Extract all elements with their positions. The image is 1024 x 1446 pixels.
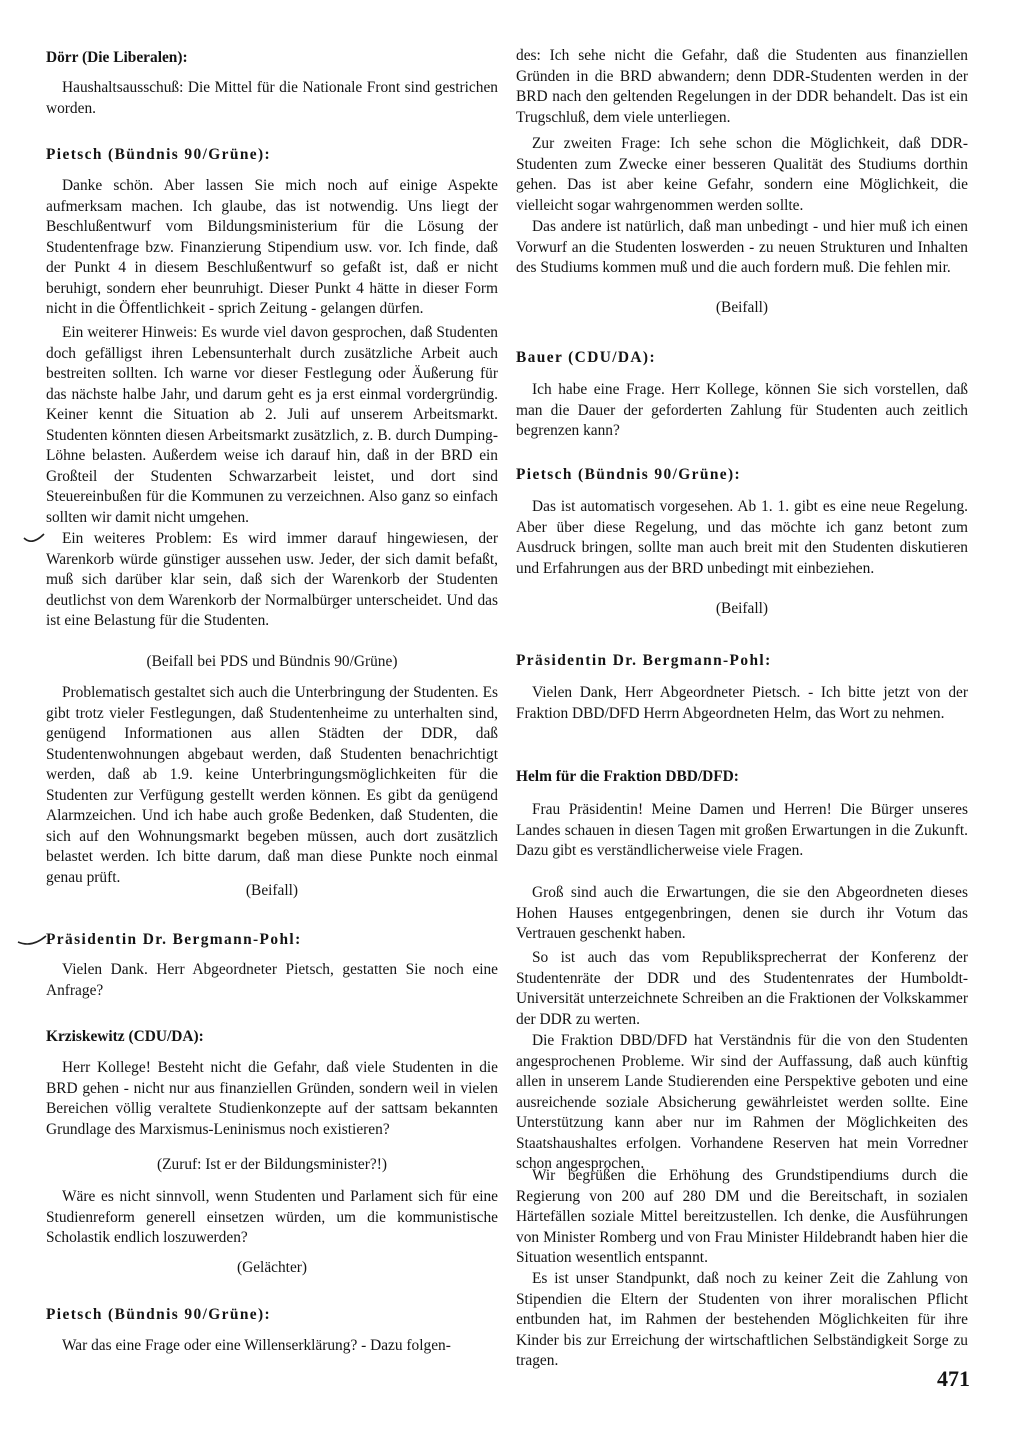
speaker-heading: Pietsch (Bündnis 90/Grüne):	[46, 146, 272, 163]
paragraph: War das eine Frage oder eine Willenserklärung? - Dazu folgen-	[62, 1337, 451, 1354]
paragraph: Problematisch gestaltet sich auch die Unterbringung der Studenten. Es gibt trotz vieler Festlegungen, daß Studentenheime zu unterhalten sind, genügend Informationen aus allen Städten der DDR, daß Studentenwohnungen abgebaut werden, daß Studenten benachrichtigt werden, daß ab 1.9. keine Unterbringungsmöglichkeiten für die Studenten zur Verfügung gestellt werden können. Es gibt da genügend Alarmzeichen. Und ich habe auch große Bedenken, daß Studenten, die sich auf den Wohnungsmarkt begeben müssen, auch dort zusätzlich belastet werden. Ich bitte darum, daß man diese Punkte noch einmal genau prüft.	[46, 684, 498, 886]
stage-remark: (Beifall)	[715, 299, 769, 316]
paragraph: Wäre es nicht sinnvoll, wenn Studenten und Parlament sich für eine Studienreform generell einsetzen würden, um die kommunistische Scholastik endlich loszuwerden?	[46, 1188, 498, 1246]
speaker-heading: Dörr (Die Liberalen):	[46, 49, 188, 66]
paragraph: Ein weiteres Problem: Es wird immer darauf hingewiesen, der Warenkorb würde günstiger aussehen usw. Jeder, der sich damit befaßt, muß sich darüber klar sein, daß sich der Warenkorb der Studenten deutlichst von dem Warenkorb der Normalbürger unterscheidet. Und das ist eine Belastung für die Studenten.	[46, 530, 498, 629]
speaker-heading: Präsidentin Dr. Bergmann-Pohl:	[516, 652, 772, 669]
paragraph: Ein weiterer Hinweis: Es wurde viel davon gesprochen, daß Studenten doch gefälligst ihren Lebensunterhalt durch zusätzliche Arbeit auch bestreiten sollten. Ich warne vor dieser Festlegung oder Äußerung für das nächste halbe Jahr, und darum geht es ja erst einmal vordergründig. Keiner kennt die Situation ab 2. Juli auf unserem Arbeitsmarkt. Studenten könnten diesen Arbeitsmarkt zusätzlich, z. B. durch Dumping-Löhne belasten. Außerdem weise ich darauf hin, daß in der BRD ein Großteil der Studenten Schwarzarbeit leistet, und dort sind Steuereinbußen für die Kommunen zu verzeichnen. Also ganz so einfach sollten wir damit nicht umgehen.	[46, 324, 498, 526]
paragraph: Vielen Dank, Herr Abgeordneter Pietsch. - Ich bitte jetzt von der Fraktion DBD/DFD Herrn Abgeordneten Helm, das Wort zu nehmen.	[516, 684, 968, 722]
stage-remark: (Beifall bei PDS und Bündnis 90/Grüne)	[146, 653, 398, 670]
speaker-heading: Bauer (CDU/DA):	[516, 349, 656, 366]
paragraph: Wir begrüßen die Erhöhung des Grundstipendiums durch die Regierung von 200 auf 280 DM und die Bereitschaft, in sozialen Härtefällen soziale Mittel bereitzustellen. Ich denke, die Ausführungen von Minister Romberg und von Frau Minister Hildebrandt haben hier die Situation wesentlich entspannt.	[516, 1167, 968, 1266]
stage-remark: (Gelächter)	[236, 1259, 308, 1276]
paragraph: des: Ich sehe nicht die Gefahr, daß die Studenten aus finanziellen Gründen in die BRD abwandern; denn DDR-Studenten werden in der BRD nach den geltenden Regelungen in der DDR behandelt. Das ist ein Trugschluß, dem viele unterliegen.	[516, 47, 968, 126]
page-number: 471	[937, 1366, 970, 1391]
stage-remark: (Beifall)	[245, 882, 299, 899]
paragraph: Die Fraktion DBD/DFD hat Verständnis für die von den Studenten angesprochenen Probleme. Wir sind der Auffassung, daß auch künftig allen in unserem Lande Studierenden eine Perspektive geboten und eine ausreichende soziale Absicherung gewährleistet werden sollte. Eine Unterstützung kann aber nur im Rahmen der Möglichkeiten des Staatshaushaltes erfolgen. Vorhandene Reserven hat mein Vorredner schon angesprochen.	[516, 1032, 968, 1172]
paragraph: Ich habe eine Frage. Herr Kollege, können Sie sich vorstellen, daß man die Dauer der geforderten Zahlung für Studenten auch zeitlich begrenzen kann?	[516, 381, 968, 439]
speaker-heading: Präsidentin Dr. Bergmann-Pohl:	[46, 931, 302, 948]
speaker-heading: Helm für die Fraktion DBD/DFD:	[516, 768, 739, 785]
paragraph: Das ist automatisch vorgesehen. Ab 1. 1. gibt es eine neue Regelung. Aber über diese Regelung, und das möchte ich ganz betont zum Ausdruck bringen, sollte man auch breit mit den Studenten diskutieren und Erfahrungen aus der BRD unbedingt mit einbeziehen.	[516, 498, 968, 577]
stage-remark: (Beifall)	[715, 600, 769, 617]
speaker-heading: Pietsch (Bündnis 90/Grüne):	[46, 1306, 272, 1323]
paragraph: Groß sind auch die Erwartungen, die sie den Abgeordneten dieses Hohen Hauses entgegenbringen, denen sie durch ihr Votum das Vertrauen geschenkt haben.	[516, 884, 968, 942]
paragraph: So ist auch das vom Republiksprecherrat der Konferenz der Studentenräte der DDR und des Studentenrates der Humboldt-Universität unterzeichnete Schreiben an die Fraktionen der Volkskammer der DDR zu werten.	[516, 949, 968, 1028]
paragraph: Zur zweiten Frage: Ich sehe schon die Möglichkeit, daß DDR-Studenten zum Zwecke einer besseren Qualität des Studiums dorthin gehen. Das ist aber keine Gefahr, sondern eine Möglichkeit, die vielleicht sogar wahrgenommen werden sollte.	[516, 135, 968, 214]
speaker-heading: Pietsch (Bündnis 90/Grüne):	[516, 466, 742, 483]
margin-tick-mark	[16, 928, 48, 948]
paragraph: Vielen Dank. Herr Abgeordneter Pietsch, gestatten Sie noch eine Anfrage?	[46, 961, 498, 999]
speaker-heading: Krziskewitz (CDU/DA):	[46, 1028, 204, 1045]
paragraph: Frau Präsidentin! Meine Damen und Herren! Die Bürger unseres Landes schauen in diesen Tagen mit großen Erwartungen in die Zukunft. Dazu gibt es verständlicherweise viele Fragen.	[516, 801, 968, 859]
stage-remark: (Zuruf: Ist er der Bildungsminister?!)	[157, 1156, 387, 1173]
margin-tick-mark	[22, 528, 48, 548]
paragraph: Herr Kollege! Besteht nicht die Gefahr, daß viele Studenten in die BRD gehen - nicht nur aus finanziellen Gründen, sondern weil in vielen Bereichen völlig veraltete Studienkonzepte auf der sattsam bekannten Grundlage des Marxismus-Leninismus noch existieren?	[46, 1059, 498, 1138]
paragraph: Das andere ist natürlich, daß man unbedingt - und hier muß ich einen Vorwurf an die Studenten loswerden - zu neuen Strukturen und Inhalten des Studiums kommen muß und die auch fordern muß. Die fehlen mir.	[516, 218, 968, 276]
paragraph: Es ist unser Standpunkt, daß noch zu keiner Zeit die Zahlung von Stipendien die Eltern der Studenten von ihrer moralischen Pflicht entbunden hat, im Rahmen der bestehenden Möglichkeiten für ihre Kinder bis zur Erreichung der wirtschaftlichen Selbständigkeit Sorge zu tragen.	[516, 1270, 968, 1369]
paragraph: Haushaltsausschuß: Die Mittel für die Nationale Front sind gestrichen worden.	[46, 79, 498, 117]
paragraph: Danke schön. Aber lassen Sie mich noch auf einige Aspekte aufmerksam machen. Ich glaube, das ist notwendig. Uns liegt der Beschlußentwurf vom Bildungsministerium für die Lösung der Studentenfrage bzw. Finanzierung Stipendium usw. vor. Ich finde, daß der Punkt 4 in diesem Beschlußentwurf so gefaßt ist, daß er nicht beruhigt, sondern eher beunruhigt. Dieser Punkt 4 hätte in dieser Form nicht in die Öffentlichkeit - sprich Zeitung - gelangen dürfen.	[46, 177, 498, 317]
